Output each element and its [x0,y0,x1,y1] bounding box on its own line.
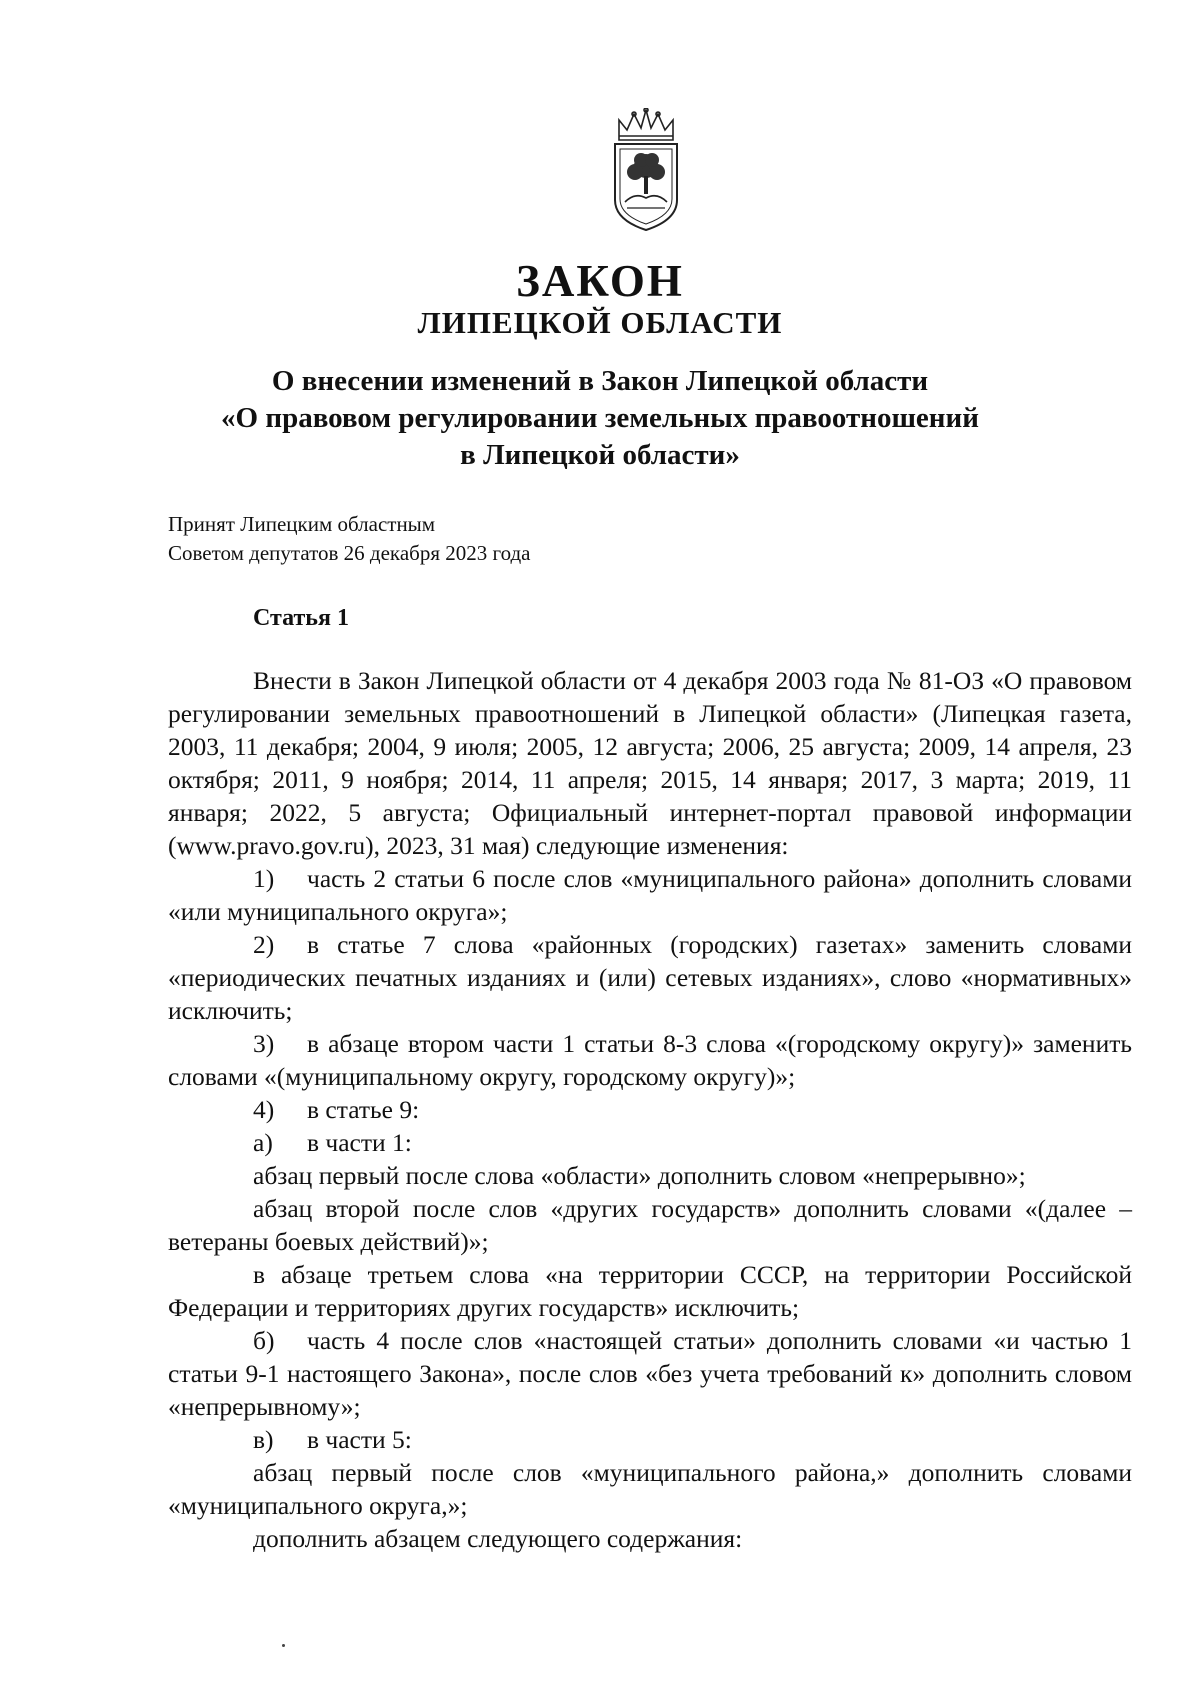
item-text: в части 5: [307,1425,412,1454]
item-number: 3) [253,1029,275,1058]
lipetsk-coat-of-arms-icon [603,108,689,232]
list-item [168,1126,1132,1159]
item-text: в абзаце втором части 1 статьи 8-3 слова «(городскому округу)» заменить словами «(муниципальному округу, городскому округу)»; [168,1029,1132,1091]
adoption-note-line: Советом депутатов 26 декабря 2023 года [168,541,531,565]
item-text: часть 2 статьи 6 после слов «муниципального района» дополнить словами «или муниципального округа»; [168,864,1132,926]
law-name-line: в Липецкой области» [460,439,740,471]
item-text: в статье 9: [307,1095,420,1124]
list-item [168,928,1132,1027]
document-title: ЗАКОН [516,256,684,306]
paragraph: абзац первый после слов «муниципального района,» дополнить словами «муниципального округа,»; [168,1458,1132,1520]
paragraph: дополнить абзацем следующего содержания: [253,1524,743,1553]
item-number: 1) [253,864,275,893]
item-number: б) [253,1326,275,1355]
law-name-line: «О правовом регулировании земельных правоотношений [221,402,979,434]
paragraph: абзац первый после слова «области» дополнить словом «непрерывно»; [253,1161,1026,1190]
paragraph: абзац второй после слов «других государств» дополнить словами «(далее – ветераны боевых действий)»; [168,1194,1132,1256]
list-item [168,1027,1132,1093]
law-name [150,363,1050,474]
paragraph: в абзаце третьем слова «на территории СССР, на территории Российской Федерации и территориях других государств» исключить; [168,1260,1132,1322]
item-text: в части 1: [307,1128,412,1157]
law-name-line: О внесении изменений в Закон Липецкой области [271,365,929,397]
list-item [168,1423,1132,1456]
item-number: 4) [253,1095,275,1124]
list-item [168,1093,1132,1126]
list-item [168,1324,1132,1423]
adoption-note-line: Принят Липецким областным [168,512,436,536]
item-number: а) [253,1128,273,1157]
item-number: в) [253,1425,274,1454]
item-number: 2) [253,930,275,959]
list-item [168,862,1132,928]
adoption-note [168,510,530,568]
article-intro: Внести в Закон Липецкой области от 4 декабря 2003 года № 81-ОЗ «О правовом регулировании земельных правоотношений в Липецкой области» (Липецкая газета, 2003, 11 декабря; 2004, 9 июля; 2005, 12 августа; 2006, 25 августа; 2009, 14 апреля, 23 октября; 2011, 9 ноября; 2014, 11 апреля; 2015, 14 января; 2017, 3 марта; 2019, 11 января; 2022, 5 августа; Официальный интернет-портал правовой информации (www.pravo.gov.ru), 2023, 31 мая) следующие изменения: [168,666,1132,860]
scan-speck [282,1644,285,1647]
document-subtitle: ЛИПЕЦКОЙ ОБЛАСТИ [417,305,783,340]
item-text: в статье 7 слова «районных (городских) газетах» заменить словами «периодических печатных изданиях и (или) сетевых изданиях», слово «нормативных» исключить; [168,930,1132,1025]
item-text: часть 4 после слов «настоящей статьи» дополнить словами «и частью 1 статьи 9-1 настоящего Закона», после слов «без учета требований к» дополнить словом «непрерывному»; [168,1326,1132,1421]
article-body [168,664,1132,1555]
article-heading: Статья 1 [253,605,349,631]
